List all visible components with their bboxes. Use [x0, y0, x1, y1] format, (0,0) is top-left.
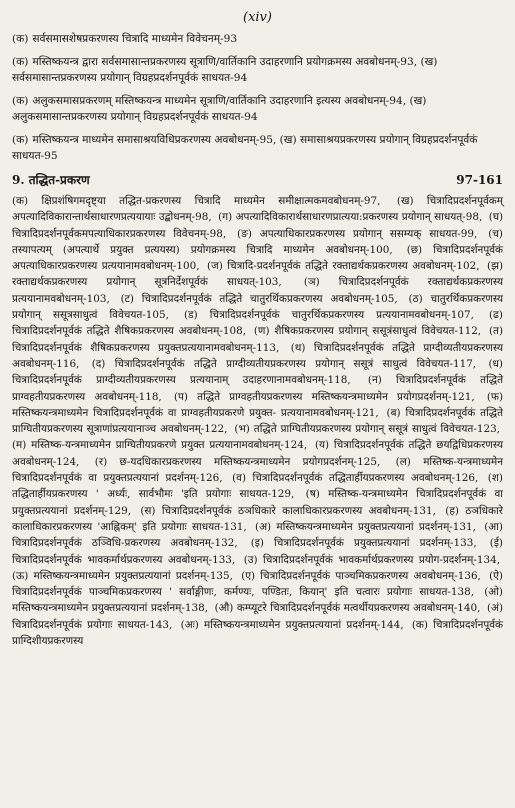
- section-item: (ष) मस्तिष्क-यन्त्रमाध्यमेन चित्रादिप्रदर्शनपूर्वकं वा प्रयुक्तप्रत्ययानां प्रदर्शनम्-129,: [12, 488, 503, 517]
- section-item: (अः) मस्तिष्कयन्त्रमाध्यमेन प्रयुक्तप्रत्ययानां प्रदर्शनम्-144,: [180, 618, 404, 631]
- page-number: (xiv): [243, 10, 272, 25]
- section-item: (ण) शैषिकप्रकरणस्य प्रयोगान् ससूत्रंसाधुत्वं विवेचयत-112,: [253, 325, 482, 338]
- section-heading: [12, 171, 503, 188]
- section-item: (इ) चित्रादिप्रदर्शनपूर्वकं प्रयुक्तप्रत्ययानां प्रदर्शनम्-133,: [250, 537, 477, 550]
- section-item: (क) क्षिप्रशंषिगमदृष्ट्या तद्धित-प्रकरणस्य चित्रादि माध्यमेन समीक्षात्मकमवबोधनम्-97,: [12, 195, 381, 207]
- toc-entry: [12, 31, 503, 47]
- section-item: (ई) चित्रादिप्रदर्शनपूर्वकं भावकर्मार्थप्रकरणस्य अवबोधनम्-133,: [12, 537, 503, 566]
- entry-label: (क): [12, 134, 29, 146]
- section-item: (व) चित्रादिप्रदर्शनपूर्वकं तद्धितार्हीयप्रकरणस्य अवबोधनम्-126,: [232, 472, 479, 485]
- section-item: (क) चित्रादिप्रदर्शनपूर्वकं प्राग्दिशीयप्रकरणस्य: [12, 618, 504, 648]
- section-item: (भ) तद्धिते प्राग्घितीयप्रकरणस्य प्रयोगान् ससूत्रं साधुत्वं विवेचयत-123,: [234, 423, 500, 436]
- section-item: (ढ) चित्रादिप्रदर्शनपूर्वकं तद्धिते शैषिकप्रकरणस्य अवबोधनम्-108,: [12, 309, 503, 338]
- section-item: (ख) चित्रादिप्रदर्शनपूर्वकम् अपत्यादिविकारान्तार्थसाधारणप्रत्ययायाः उद्बोधनम्-98,: [12, 195, 503, 224]
- section-title: 9. तद्धित-प्रकरण: [12, 173, 90, 187]
- section-item: (ह) ठञधिकारे कालाधिकारप्रकरणस्य 'आह्निकम्' इति प्रयोगाः साधयत-131,: [12, 504, 503, 533]
- section-item: (छ) चित्रादिप्रदर्शनपूर्वकं अपत्याधिकारप्रकरणस्य प्रत्ययानामवबोधनम्-100,: [12, 243, 503, 273]
- entry-label: (क): [12, 56, 29, 68]
- entry-label: (क): [12, 33, 29, 45]
- section-item: (ल) मस्तिष्क-यन्त्रमाध्यमेन चित्रादिप्रदर्शनपूर्वकं वा प्रयुक्तप्रत्ययानां प्रदर्शनम्-126,: [12, 455, 504, 485]
- entries-list: [12, 31, 503, 164]
- section-item: (फ) मस्तिष्कयन्त्रमाध्यमेन चित्रादिप्रदर्शनपूर्वकं वा प्राग्वहतीयप्रकरणे प्रयुक्त- प्रत्ययानामवबोधनम्-121,: [12, 390, 503, 419]
- section-item: (ओ) मस्तिष्कयन्त्रमाध्यमेन प्रयुक्तप्रत्ययानां प्रदर्शनम्-138,: [12, 586, 503, 615]
- section-item: (औ) कम्प्यूटरे चित्रादिप्रदर्शनपूर्वकं मत्वर्थीयप्रकरणस्य अवबोधनम्-140,: [214, 602, 481, 615]
- section-body: [12, 193, 503, 649]
- section-item: (च) तस्यापत्यम् (अपत्यार्थे प्रयुक्त प्रत्ययस्य) प्रयोगक्रमस्य चित्रादि माध्यमेन अवबोधनम्-100,: [12, 227, 503, 256]
- section-item: (त) चित्रादिप्रदर्शनपूर्वकं शैषिकप्रकरणस्य प्रयुक्तप्रत्ययानामवबोधनम्-113,: [12, 325, 503, 354]
- section-item: (द) चित्रादिप्रदर्शनपूर्वकं तद्धिते प्राग्दीव्यतीयप्रकरणस्य प्रयोगान् ससूत्रं साधुत्वं विवेचयत-117,: [91, 357, 477, 370]
- section-item: (र) छ-यदधिकारप्रकरणस्य मस्तिष्कयन्त्रमाध्यमेन प्रयोगप्रदर्शनम्-125,: [94, 455, 381, 468]
- section-item: (य) चित्रादिप्रदर्शनपूर्वकं तद्धिते छयद्विधिप्रकरणस्य अवबोधनम्-124,: [12, 439, 503, 468]
- section-item: (ऐ) चित्रादिप्रदर्शनपूर्वकं पाञ्चमिकप्रकरणस्य ' सर्वाङ्गीणः, कर्मण्यः, पण्डितः, कियान्' इति चत्वारः प्रयोगाः साधयत-138,: [12, 569, 503, 599]
- section-item: (म) मस्तिष्क-यन्त्रमाध्यमेन प्राग्घितीयप्रकरणे प्रयुक्त प्रत्ययानामवबोधनम्-124,: [12, 439, 308, 452]
- section-item: (ड) चित्रादिप्रदर्शनपूर्वकं चातुरर्थिकप्रकरणस्य प्रत्ययानामवबोधनम्-107,: [183, 309, 474, 322]
- section-item: (न) चित्रादिप्रदर्शनपूर्वकं तद्धिते प्राग्वहतीयप्रकरणस्य अवबोधनम्-118,: [12, 374, 503, 403]
- toc-entry: [12, 54, 503, 86]
- section-item: (घ) चित्रादिप्रदर्शनपूर्वकमपत्याधिकारप्रकरणस्य विवेचनम्-98,: [12, 211, 504, 240]
- entry-text: मस्तिष्कयन्त्र द्वारा सर्वसमासान्तप्रकरणस्य सूत्राणि/वार्तिकानि उदाहरणानि प्रयोगक्रमस्य अवबोधनम्-93, (ख) सर्वसमासान्तप्रकरणस्य प्रयोगान् विग्रहप्रदर्शनपूर्वकं साधयत-94: [12, 56, 438, 84]
- section-item: (श) तद्धितार्हीयप्रकरणस्य ' अर्ध्यः, सार्वभौमः 'इति प्रयोगाः साधयत-129,: [12, 472, 503, 501]
- section-item: (ज) चित्रादि-प्रदर्शनपूर्वकं तद्धिते रक्ताद्यर्थकप्रकरणस्य अवबोधनम्-102,: [207, 260, 480, 273]
- section-item: (ठ) चातुरर्थिकप्रकरणस्य प्रयोगान् ससूत्रसाधुत्वं विवेचयत-105,: [12, 292, 503, 322]
- section-item: (ब) चित्रादिप्रदर्शनपूर्वकं तद्धिते प्राग्घितीयप्रकरणस्य सूत्राणांप्रत्ययानाञ्च अवबोधनम्-122,: [12, 406, 503, 436]
- entry-text: सर्वसमासशेषप्रकरणस्य चित्रादि माध्यमेन विवेचनम्-93: [32, 33, 238, 45]
- section-item: (आ) चित्रादिप्रदर्शनपूर्वकं ठञ्विधि-प्रकरणस्य अवबोधनम्-132,: [12, 520, 503, 550]
- section-item: (अं) चित्रादिप्रदर्शनपूर्वकं प्रयोगाः साधयत-143,: [12, 602, 503, 631]
- section-item: (ग) अपत्यादिविकारार्थसाधारणप्रात्यया:प्रकरणस्य प्रयोगान् साधयत्-98,: [218, 211, 483, 224]
- section-item: (झ) रक्ताद्यर्थकप्रकरणस्य प्रयोगान् सूत्रनिर्देशपूर्वकं साधयत्-103,: [12, 260, 503, 289]
- entry-text: अलुकसमासप्रकरणम् मस्तिष्कयन्त्र माध्यमेन सूत्राणि/वार्तिकानि उदाहरणानि इत्यस्य अवबोधनम्-94, (ख) अलुकसमासान्तप्रकरणस्य प्रयोगान् विग्रहप्रदर्शनपूर्वकं साधयत-94: [12, 95, 427, 123]
- section-item: (प) तद्धिते प्राग्वहतीयप्रकरणस्य मस्तिष्कयन्त्रमाध्यमेन प्रयोगप्रदर्शनम्-121,: [173, 390, 475, 403]
- section-item: (थ) चित्रादिप्रदर्शनपूर्वकं तद्धिते प्राग्दीव्यतीयप्रकरणस्य अवबोधनम्-116,: [12, 341, 503, 370]
- section-item: (ङ) अपत्याधिकारप्रकरणस्य प्रयोगान् ससम्यक् साधयत-99,: [237, 227, 478, 240]
- toc-entry: [12, 93, 503, 125]
- section-item: (स) चित्रादिप्रदर्शनपूर्वकं ठञधिकारे कालाधिकारप्रकरणस्य अवबोधनम्-131,: [140, 504, 436, 517]
- section-page-range: 97-161: [456, 173, 503, 187]
- section-item: (अ) मस्तिष्कयन्त्रमाध्यमेन प्रयुक्तप्रत्ययानां प्रदर्शनम्-131,: [255, 520, 476, 533]
- section-item: (ञ) चित्रादिप्रदर्शनपूर्वकं रक्ताद्यर्थकप्रकरणस्य प्रत्ययानामवबोधनम्-103,: [12, 276, 504, 305]
- toc-entry: [12, 132, 503, 164]
- section-item: (ए) चित्रादिप्रदर्शनपूर्वकं पाञ्चमिकप्रकरणस्य अवबोधनम्-136,: [241, 569, 481, 582]
- section-item: (ध) चित्रादिप्रदर्शनपूर्वकं प्राग्दीव्यतीयप्रकरणस्य प्रत्ययानाम् उदाहरणानामवबोधनम्-118,: [12, 357, 503, 387]
- section-item: (उ) चित्रादिप्रदर्शनपूर्वकं भावकर्मार्थप्रकरणस्य प्रयोग-प्रदर्शनम्-134,: [243, 553, 500, 566]
- entry-label: (क): [12, 95, 29, 107]
- entry-text: मस्तिष्कयन्त्र माध्यमेन समासाश्रयविधिप्रकरणस्य अवबोधनम्-95, (ख) समासाश्रयप्रकरणस्य प्रयोगान् विग्रहप्रदर्शनपूर्वकं साधयत-95: [12, 134, 478, 162]
- section-item: (ऊ) मस्तिष्कयन्त्रमाध्यमेन प्रयुक्तप्रत्ययानां प्रदर्शनम्-135,: [12, 569, 233, 582]
- section-item: (ट) चित्रादिप्रदर्शनपूर्वकं तद्धिते चातुरर्थिकप्रकरणस्य अवबोधनम्-105,: [120, 292, 398, 305]
